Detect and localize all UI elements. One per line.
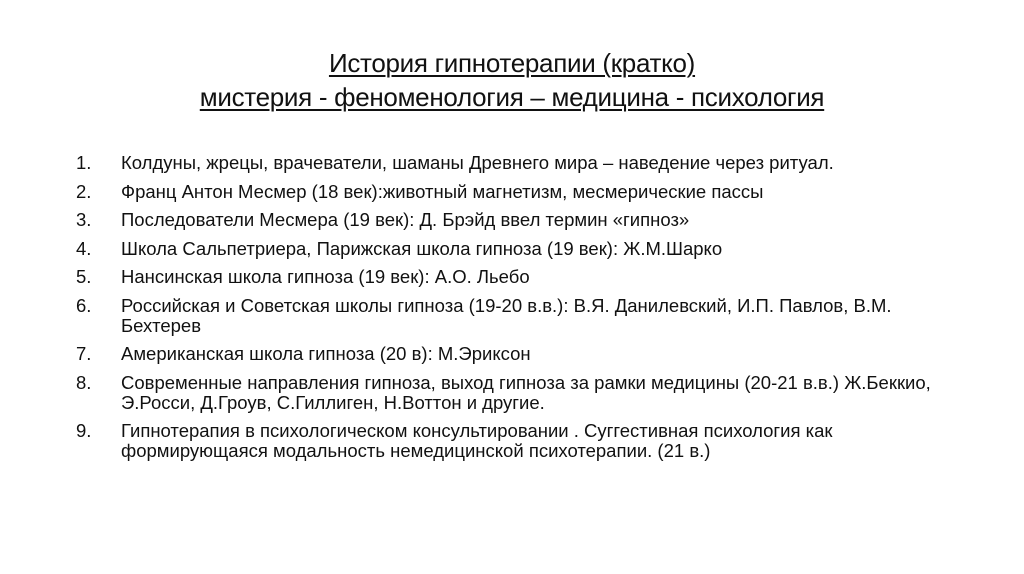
list-item-text: Гипнотерапия в психологическом консультировании . Суггестивная психология как формирующаяся модальность немедицинской психотерапии. (21 в.) <box>121 420 833 461</box>
list-item-text: Франц Антон Месмер (18 век):животный магнетизм, месмерические пассы <box>121 180 764 202</box>
list-item <box>76 421 956 461</box>
list-item-number: 3. <box>76 209 92 230</box>
list-item-number: 9. <box>76 420 92 441</box>
title-line-2: мистерия - феноменология – медицина - психология <box>199 82 825 112</box>
list-item <box>76 296 956 336</box>
list-item-number: 1. <box>76 152 92 173</box>
list-item <box>76 239 956 259</box>
list-item-text: Последователи Месмера (19 век): Д. Брэйд ввел термин «гипноз» <box>121 209 690 230</box>
list-item <box>76 344 956 364</box>
slide-title <box>40 46 984 114</box>
list-item <box>76 182 956 202</box>
list-item-text: Российская и Советская школы гипноза (19-20 в.в.): В.Я. Данилевский, И.П. Павлов, В.М. Бехтерев <box>121 294 892 336</box>
list-item <box>76 373 956 413</box>
list-item-text: Современные направления гипноза, выход гипноза за рамки медицины (20-21 в.в.) Ж.Беккио, Э.Росси, Д.Гроув, С.Гиллиген, Н.Воттон и другие. <box>121 371 931 413</box>
list-item-text: Американская школа гипноза (20 в): М.Эриксон <box>121 343 531 364</box>
list-item-number: 5. <box>76 266 92 287</box>
list-item-number: 2. <box>76 180 92 202</box>
list-item <box>76 210 956 230</box>
history-list <box>76 153 956 470</box>
list-item <box>76 267 956 287</box>
list-item-number: 8. <box>76 371 92 393</box>
list-item-number: 4. <box>76 237 92 259</box>
list-item-number: 7. <box>76 343 92 364</box>
list-item-number: 6. <box>76 294 92 316</box>
list-item-text: Колдуны, жрецы, врачеватели, шаманы Древнего мира – наведение через ритуал. <box>121 152 834 173</box>
title-line-1: История гипнотерапии (кратко) <box>328 48 696 78</box>
list-item-text: Школа Сальпетриера, Парижская школа гипноза (19 век): Ж.М.Шарко <box>121 237 723 259</box>
list-item-text: Нансинская школа гипноза (19 век): А.О. Льебо <box>121 266 530 287</box>
list-item <box>76 153 956 173</box>
